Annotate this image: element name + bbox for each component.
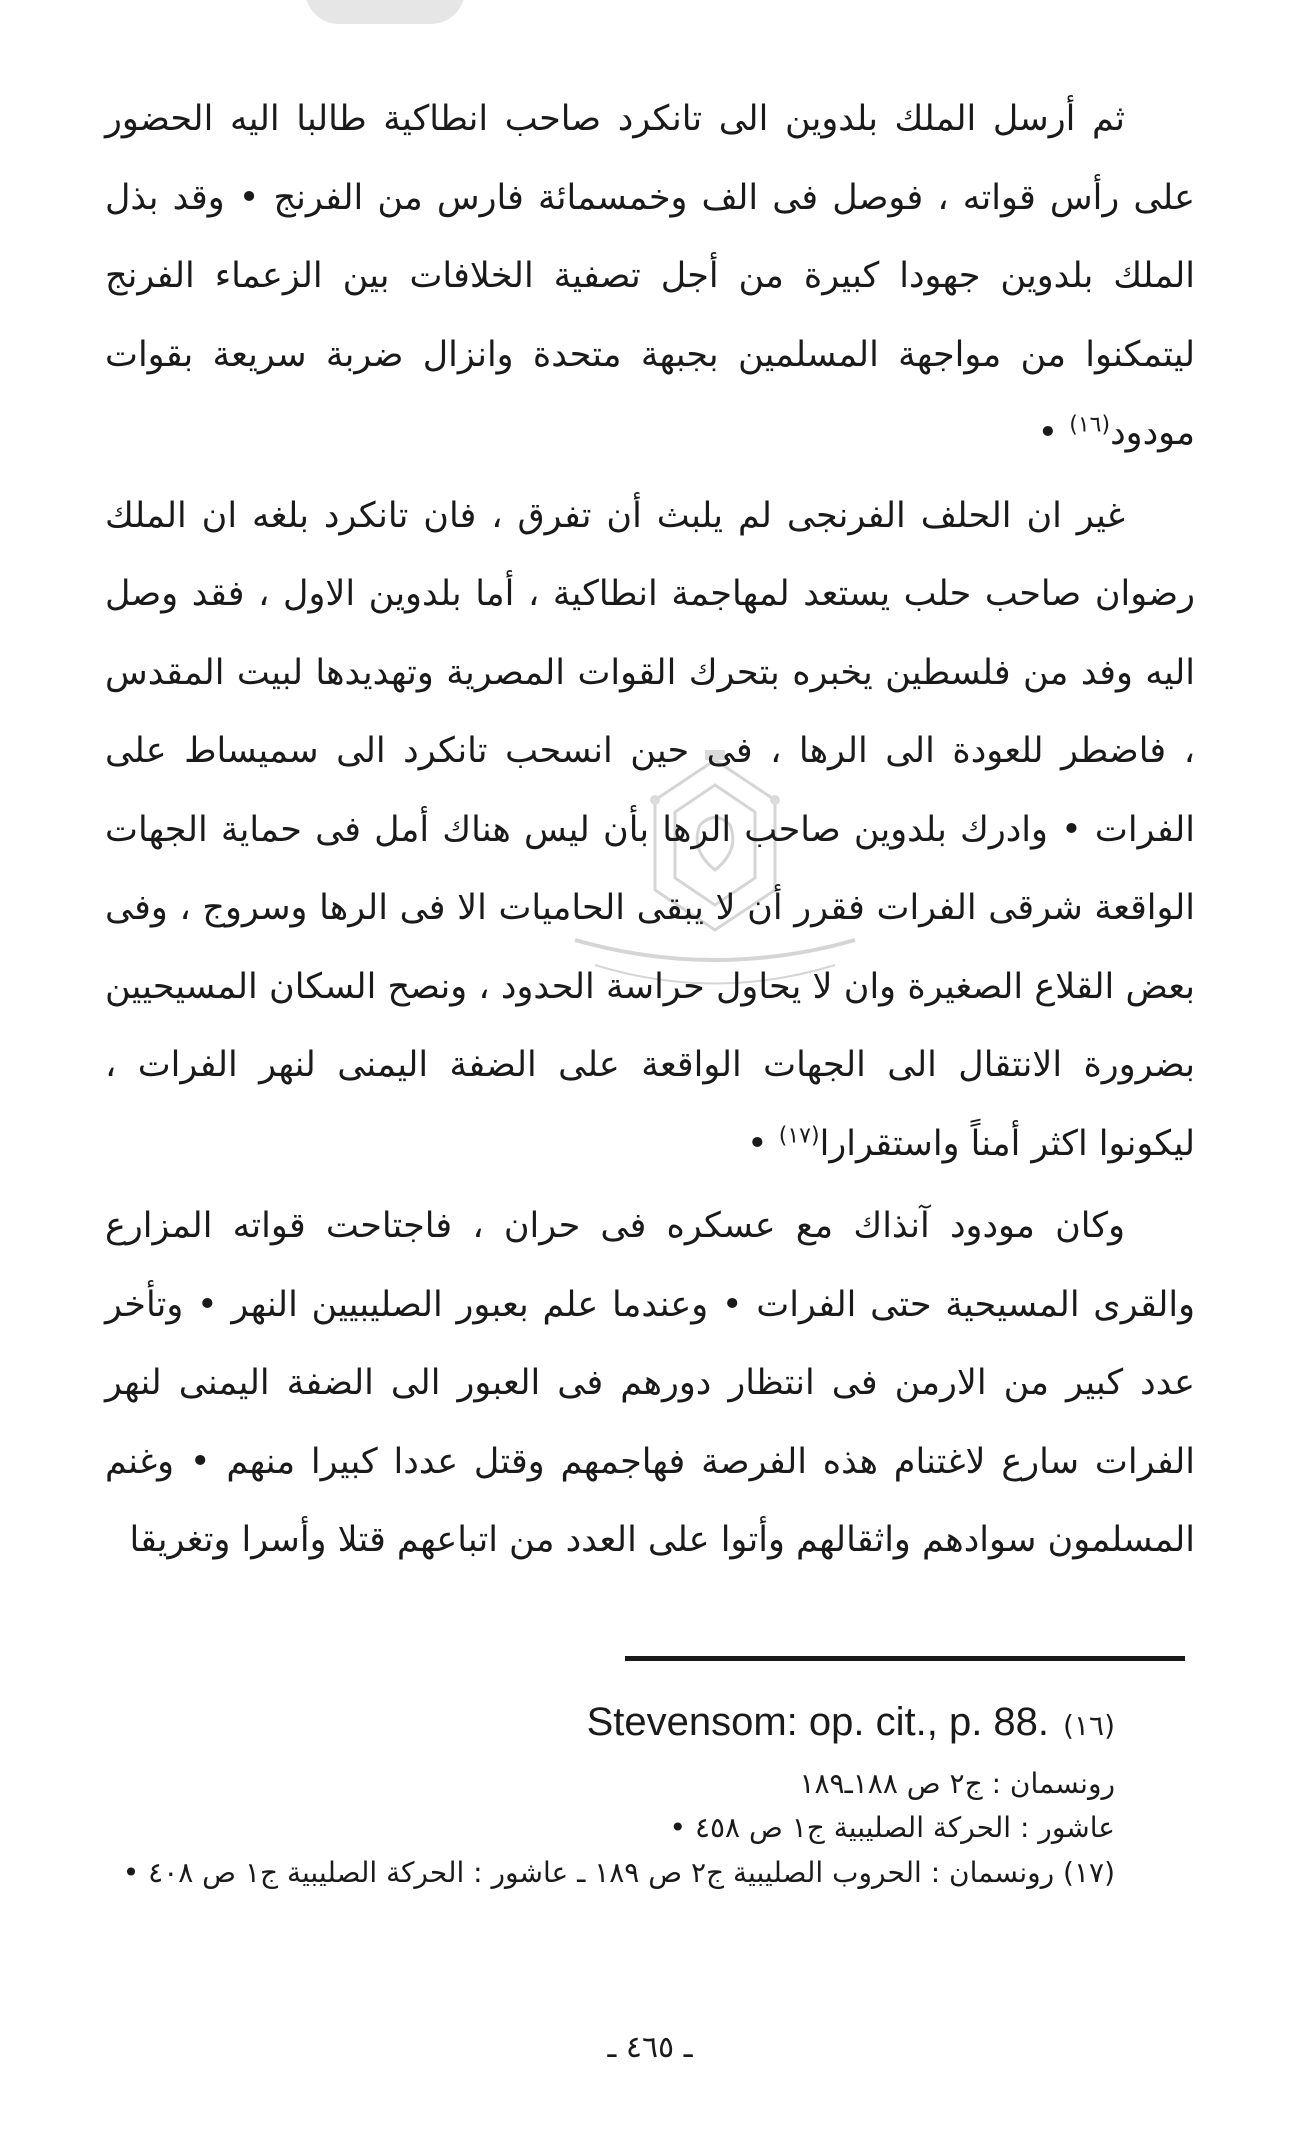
footnote-17: (١٧) رونسمان : الحروب الصليبية ج٢ ص ١٨٩ ـ عاشور : الحركة الصليبية ج١ ص ٤٠٨ • xyxy=(122,1856,1115,1889)
footnote-16-source-2: رونسمان : ج٢ ص ١٨٨ـ١٨٩ xyxy=(799,1767,1115,1800)
page-number: ـ ٤٦٥ ـ xyxy=(607,2030,693,2065)
footnote-16-citation xyxy=(105,1700,1195,1762)
footnote-ref-17[interactable]: (١٧) xyxy=(778,1122,820,1148)
footnote-separator xyxy=(625,1656,1185,1661)
paragraph-2 xyxy=(105,477,1195,1184)
footnote-16-number: (١٦) xyxy=(1063,1709,1115,1742)
footnotes xyxy=(105,1700,1195,1896)
body-text xyxy=(105,80,1195,1584)
paragraph-1 xyxy=(105,80,1195,473)
paragraph-2-end: • xyxy=(746,1123,779,1164)
scan-smudge xyxy=(305,0,465,24)
footnote-16-latin-source: Stevensom: op. cit., p. 88. xyxy=(586,1700,1050,1744)
paragraph-1-text: ثم أرسل الملك بلدوين الى تانكرد صاحب انطاكية طالبا اليه الحضور على رأس قواته ، فوصل فى الف وخمسمائة فارس من الفرنج • وقد بذل الملك بلدوين جهودا كبيرة من أجل تصفية الخلافات بين الزعماء الفرنج ليتمكنوا من مواجهة المسلمين بجبهة متحدة وانزال ضربة سريعة بقوات مودود xyxy=(105,99,1195,453)
paragraph-1-end: • xyxy=(1037,413,1070,453)
paragraph-3-text: وكان مودود آنذاك مع عسكره فى حران ، فاجتاحت قواته المزارع والقرى المسيحية حتى الفرات • وعندما علم بعبور الصليبيين النهر • وتأخر عدد كبير من الارمن فى انتظار دورهم فى العبور الى الضفة اليمنى لنهر الفرات سارع لاغتنام هذه الفرصة فهاجمهم وقتل عددا كبيرا منهم • وغنم المسلمون سوادهم واثقالهم وأتوا على العدد من اتباعهم قتلا وأسرا وتغريقا xyxy=(105,1206,1195,1560)
paragraph-3 xyxy=(105,1187,1195,1580)
paragraph-2-text: غير ان الحلف الفرنجى لم يلبث أن تفرق ، فان تانكرد بلغه ان الملك رضوان صاحب حلب يستعد لمهاجمة انطاكية ، أما بلدوين الاول ، فقد وصل اليه وفد من فلسطين يخبره بتحرك القوات المصرية وتهديدها لبيت المقدس ، فاضطر للعودة الى الرها ، فى حين انسحب تانكرد الى سميساط على الفرات • وادرك بلدوين صاحب الرها بأن ليس هناك أمل فى حماية الجهات الواقعة شرقى الفرات فقرر أن لا يبقى الحاميات الا فى الرها وسروج ، وفى بعض القلاع الصغيرة وان لا يحاول حراسة الحدود ، ونصح السكان المسيحيين بضرورة الانتقال الى الجهات الواقعة على الضفة اليمنى لنهر الفرات ، ليكونوا اكثر أمناً واستقرارا xyxy=(105,495,1195,1164)
footnote-16-source-3: عاشور : الحركة الصليبية ج١ ص ٤٥٨ • xyxy=(669,1811,1115,1844)
footnote-ref-16[interactable]: (١٦) xyxy=(1069,412,1111,438)
